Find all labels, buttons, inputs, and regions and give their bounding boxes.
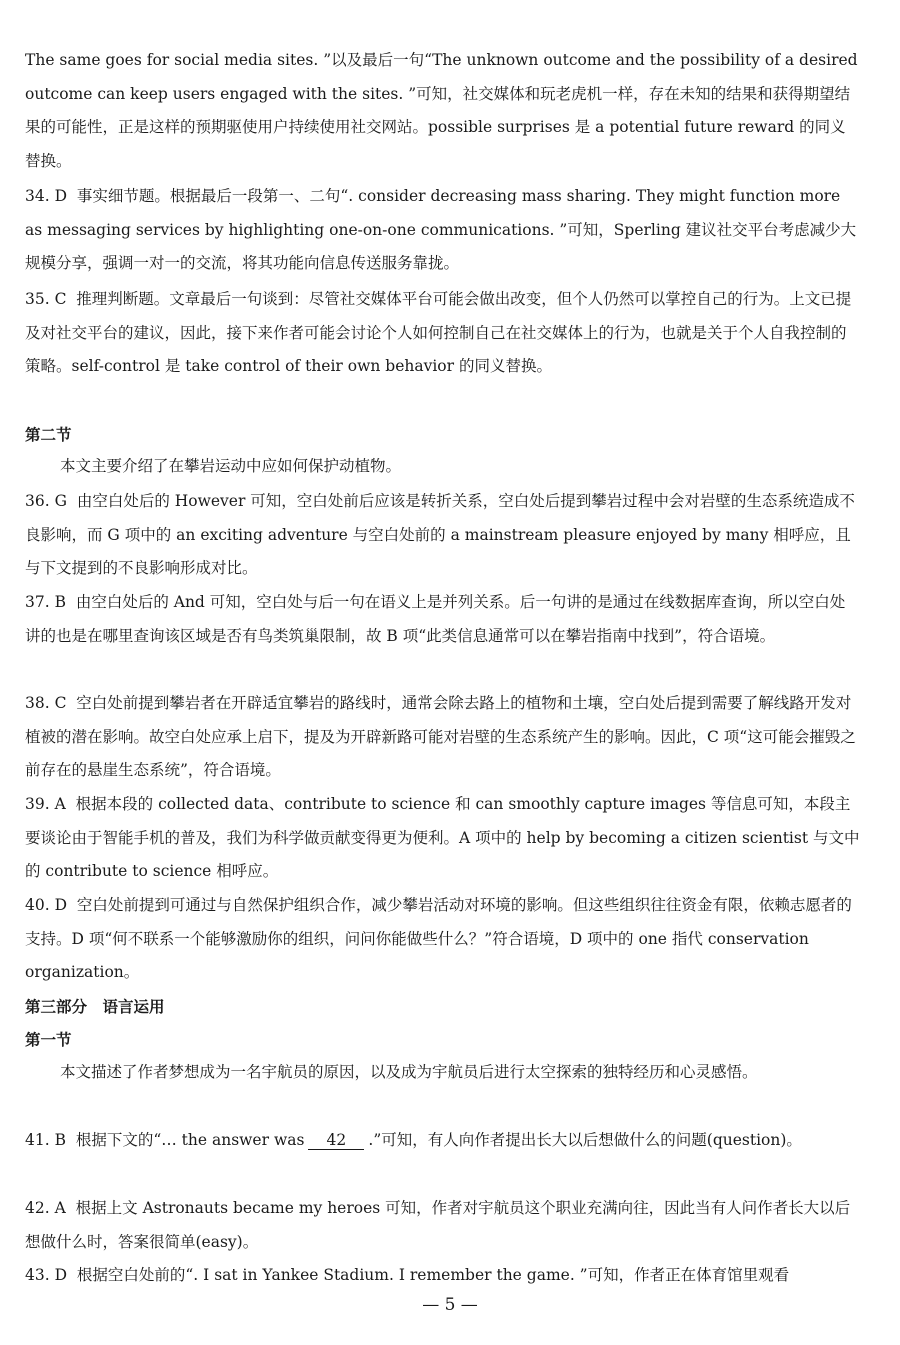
section-intro: 本文描述了作者梦想成为一名宇航员的原因，以及成为宇航员后进行太空探索的独特经历和心灵感悟。 [60,1063,758,1081]
answer-35 [25,283,860,384]
section-intro: 本文主要介绍了在攀岩运动中应如何保护动植物。 [60,457,402,475]
answer-label: 40. D [25,896,68,914]
answer-41 [25,1124,860,1158]
section-heading: 第二节 [25,425,72,444]
answer-label: 43. D [25,1266,68,1284]
answer-explanation: 由空白处后的 And 可知，空白处与后一句在语义上是并列关系。后一句讲的是通过在线数据库查询，所以空白处讲的也是在哪里查询该区域是否有鸟类筑巢限制，故 B 项“此类信息通常可以在攀岩指南中找到”，符合语境。 [25,593,846,645]
answer-explanation: 根据下文的“… the answer was [75,1131,305,1149]
answer-39 [25,788,860,889]
answer-label: 39. A [25,795,66,813]
answer-43 [25,1259,860,1293]
answer-label: 34. D [25,187,68,205]
answer-explanation: 事实细节题。根据最后一段第一、二句“. consider decreasing mass sharing. They might function more as messaging services by highlighting one-on-one communications. ”可知，Sperling 建议社交平台考虑减少大规模分享，强调一对一的交流，将其功能向信息传送服务靠拢。 [25,187,857,273]
answer-40 [25,889,860,990]
answer-explanation: 根据空白处前的“. I sat in Yankee Stadium. I remember the game. ”可知，作者正在体育馆里观看 [76,1266,790,1284]
section-heading: 第一节 [25,1030,72,1049]
answer-label: 38. C [25,694,67,712]
answer-label: 36. G [25,492,67,510]
answer-label: 41. B [25,1131,66,1149]
part-heading: 第三部分 语言运用 [25,997,165,1016]
answer-42 [25,1192,860,1259]
answer-explanation: 空白处前提到攀岩者在开辟适宜攀岩的路线时，通常会除去路上的植物和土壤，空白处后提到需要了解线路开发对植被的潜在影响。故空白处应承上启下，提及为开辟新路可能对岩壁的生态系统产生的影响。因此，C 项“这可能会摧毁之前存在的悬崖生态系统”，符合语境。 [25,694,856,780]
answer-label: 37. B [25,593,66,611]
answer-37 [25,586,860,653]
answer-explanation: 由空白处后的 However 可知，空白处前后应该是转折关系，空白处后提到攀岩过程中会对岩壁的生态系统造成不良影响，而 G 项中的 an exciting adventure 与空白处前的 a mainstream pleasure enjoyed by many 相呼应，且与下文提到的不良影响形成对比。 [25,492,855,578]
answer-explanation-cont: .”可知，有人向作者提出长大以后想做什么的问题(question)。 [368,1131,802,1149]
paragraph-33-continuation: The same goes for social media sites. ”以及最后一句“The unknown outcome and the possibility of a desired outcome can keep users engaged with the sites. ”可知，社交媒体和玩老虎机一样，存在未知的结果和获得期望结果的可能性，正是这样的预期驱使用户持续使用社交网站。possible surprises 是 a potential future reward 的同义替换。 [25,51,858,170]
answer-explanation: 根据本段的 collected data、contribute to science 和 can smoothly capture images 等信息可知，本段主要谈论由于智能手机的普及，我们为科学做贡献变得更为便利。A 项中的 help by becoming a citizen scientist 与文中的 contribute to science 相呼应。 [25,795,860,881]
answer-label: 42. A [25,1199,66,1217]
fill-blank: 42 [308,1131,364,1150]
answer-34 [25,180,860,281]
answer-explanation: 推理判断题。文章最后一句谈到：尽管社交媒体平台可能会做出改变，但个人仍然可以掌控自己的行为。上文已提及对社交平台的建议，因此，接下来作者可能会讨论个人如何控制自己在社交媒体上的行为，也就是关于个人自我控制的策略。self-control 是 take control of their own behavior 的同义替换。 [25,290,852,376]
answer-label: 35. C [25,290,67,308]
answer-explanation: 根据上文 Astronauts became my heroes 可知，作者对宇航员这个职业充满向往，因此当有人问作者长大以后想做什么时，答案很简单(easy)。 [25,1199,851,1251]
answer-explanation: 空白处前提到可通过与自然保护组织合作，减少攀岩活动对环境的影响。但这些组织往往资金有限，依赖志愿者的支持。D 项“何不联系一个能够激励你的组织，问问你能做些什么？”符合语境，D 项中的 one 指代 conservation organization。 [25,896,852,982]
page-number: — 5 — [422,1295,478,1315]
answer-36 [25,485,860,586]
answer-38 [25,687,860,788]
